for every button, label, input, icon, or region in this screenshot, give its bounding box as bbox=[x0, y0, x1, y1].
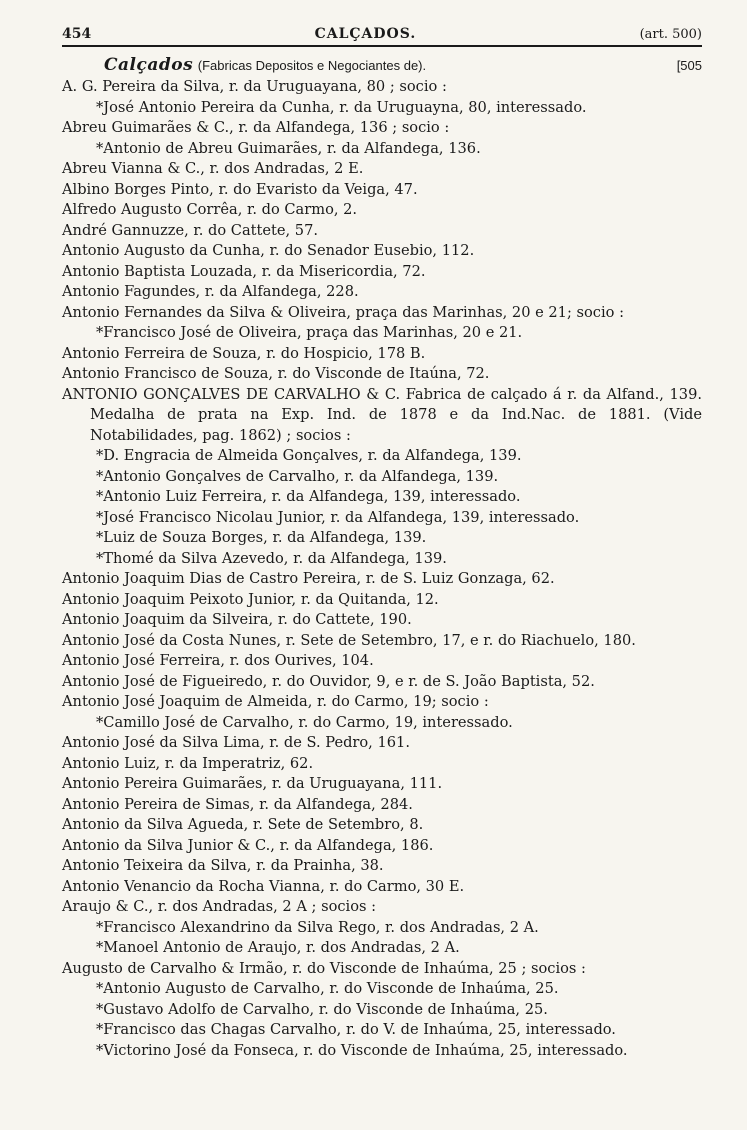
partner-entry: *Antonio Augusto de Carvalho, r. do Visconde de Inhaúma, 25. bbox=[96, 980, 559, 997]
firm-entry: A. G. Pereira da Silva, r. da Uruguayana, 80 ; socio : bbox=[62, 78, 447, 95]
firm-entry: Antonio José da Silva Lima, r. de S. Pedro, 161. bbox=[62, 734, 410, 751]
partner-entry: *Camillo José de Carvalho, r. do Carmo, 19, interessado. bbox=[96, 713, 513, 731]
page-header bbox=[62, 26, 702, 47]
firm-entry: Antonio Joaquim da Silveira, r. do Cattete, 190. bbox=[62, 611, 412, 628]
firm-entry: Antonio Augusto da Cunha, r. do Senador Eusebio, 112. bbox=[62, 242, 475, 259]
firm-entry: Antonio José de Figueiredo, r. do Ouvidor, 9, e r. de S. João Baptista, 52. bbox=[62, 672, 595, 690]
firm-entry: Antonio da Silva Agueda, r. Sete de Setembro, 8. bbox=[62, 816, 424, 833]
firm-entry: Antonio Fernandes da Silva & Oliveira, praça das Marinhas, 20 e 21; socio : bbox=[62, 303, 624, 321]
partner-entry: *Manoel Antonio de Araujo, r. dos Andradas, 2 A. bbox=[96, 939, 460, 956]
partner-entry: *Thomé da Silva Azevedo, r. da Alfandega, 139. bbox=[96, 549, 447, 567]
partner-entry: *Antonio de Abreu Guimarães, r. da Alfandega, 136. bbox=[96, 139, 481, 157]
partner-entry: *Victorino José da Fonseca, r. do Visconde de Inhaúma, 25, interessado. bbox=[96, 1041, 628, 1059]
partner-entry: *Francisco José de Oliveira, praça das Marinhas, 20 e 21. bbox=[96, 324, 523, 341]
firm-entry: Araujo & C., r. dos Andradas, 2 A ; socios : bbox=[62, 898, 377, 915]
partner-entry: *Francisco das Chagas Carvalho, r. do V. de Inhaúma, 25, interessado. bbox=[96, 1021, 616, 1038]
firm-entry: Albino Borges Pinto, r. do Evaristo da Veiga, 47. bbox=[62, 180, 418, 198]
firm-entry: Antonio José Ferreira, r. dos Ourives, 104. bbox=[62, 652, 374, 669]
partner-entry: *Antonio Gonçalves de Carvalho, r. da Alfandega, 139. bbox=[96, 467, 499, 485]
firm-entry: Antonio Baptista Louzada, r. da Misericordia, 72. bbox=[62, 262, 426, 280]
section-subtitle: (Fabricas Depositos e Negociantes de). bbox=[197, 58, 427, 73]
firm-entry: André Gannuzze, r. do Cattete, 57. bbox=[62, 221, 319, 239]
firm-entry: Antonio Venancio da Rocha Vianna, r. do Carmo, 30 E. bbox=[62, 877, 465, 895]
section-title: Calçados bbox=[104, 55, 194, 75]
firm-entry: Antonio Pereira Guimarães, r. da Uruguayana, 111. bbox=[62, 775, 443, 792]
running-title: CALÇADOS. bbox=[314, 26, 417, 42]
firm-entry: Augusto de Carvalho & Irmão, r. do Visconde de Inhaúma, 25 ; socios : bbox=[62, 959, 586, 977]
firm-entry: ANTONIO GONÇALVES DE CARVALHO & C. Fabrica de calçado á r. da Alfand., 139. Medalha de prata na Exp. Ind. de 1878 e da Ind.Nac. de 1881. (Vide Notabilidades, pag. 1862) ; socios : bbox=[62, 385, 702, 444]
partner-entry: *Luiz de Souza Borges, r. da Alfandega, 139. bbox=[96, 529, 427, 546]
partner-entry: *D. Engracia de Almeida Gonçalves, r. da Alfandega, 139. bbox=[96, 447, 522, 464]
partner-entry: *José Antonio Pereira da Cunha, r. da Uruguayna, 80, interessado. bbox=[96, 98, 587, 116]
firm-entry: Antonio José da Costa Nunes, r. Sete de Setembro, 17, e r. do Riachuelo, 180. bbox=[62, 631, 636, 649]
firm-entry: Antonio Francisco de Souza, r. do Visconde de Itaúna, 72. bbox=[62, 365, 490, 382]
partner-entry: *Antonio Luiz Ferreira, r. da Alfandega, 139, interessado. bbox=[96, 488, 521, 505]
firm-entry: Abreu Guimarães & C., r. da Alfandega, 136 ; socio : bbox=[62, 119, 450, 136]
firm-entry: Antonio Luiz, r. da Imperatriz, 62. bbox=[62, 754, 314, 772]
entry-list bbox=[62, 77, 702, 1061]
firm-entry: Antonio José Joaquim de Almeida, r. do Carmo, 19; socio : bbox=[62, 693, 489, 710]
firm-entry: Abreu Vianna & C., r. dos Andradas, 2 E. bbox=[62, 160, 364, 177]
firm-entry: Antonio Ferreira de Souza, r. do Hospicio, 178 B. bbox=[62, 344, 426, 362]
firm-entry: Antonio Teixeira da Silva, r. da Prainha, 38. bbox=[62, 857, 384, 874]
partner-entry: *Gustavo Adolfo de Carvalho, r. do Visconde de Inhaúma, 25. bbox=[96, 1000, 548, 1018]
section-number: [505 bbox=[676, 58, 702, 73]
section-heading bbox=[62, 55, 426, 77]
firm-entry: Antonio da Silva Junior & C., r. da Alfandega, 186. bbox=[62, 836, 434, 854]
firm-entry: Antonio Fagundes, r. da Alfandega, 228. bbox=[62, 283, 359, 300]
article-reference: (art. 500) bbox=[639, 27, 702, 42]
partner-entry: *Francisco Alexandrino da Silva Rego, r. dos Andradas, 2 A. bbox=[96, 918, 539, 936]
directory-page bbox=[62, 26, 702, 1061]
firm-entry: Alfredo Augusto Corrêa, r. do Carmo, 2. bbox=[62, 201, 358, 218]
firm-entry: Antonio Pereira de Simas, r. da Alfandega, 284. bbox=[62, 795, 413, 813]
firm-entry: Antonio Joaquim Dias de Castro Pereira, r. de S. Luiz Gonzaga, 62. bbox=[62, 570, 555, 587]
page-number: 454 bbox=[62, 26, 92, 42]
firm-entry: Antonio Joaquim Peixoto Junior, r. da Quitanda, 12. bbox=[62, 590, 439, 608]
section-heading-row bbox=[62, 55, 702, 77]
partner-entry: *José Francisco Nicolau Junior, r. da Alfandega, 139, interessado. bbox=[96, 508, 580, 526]
